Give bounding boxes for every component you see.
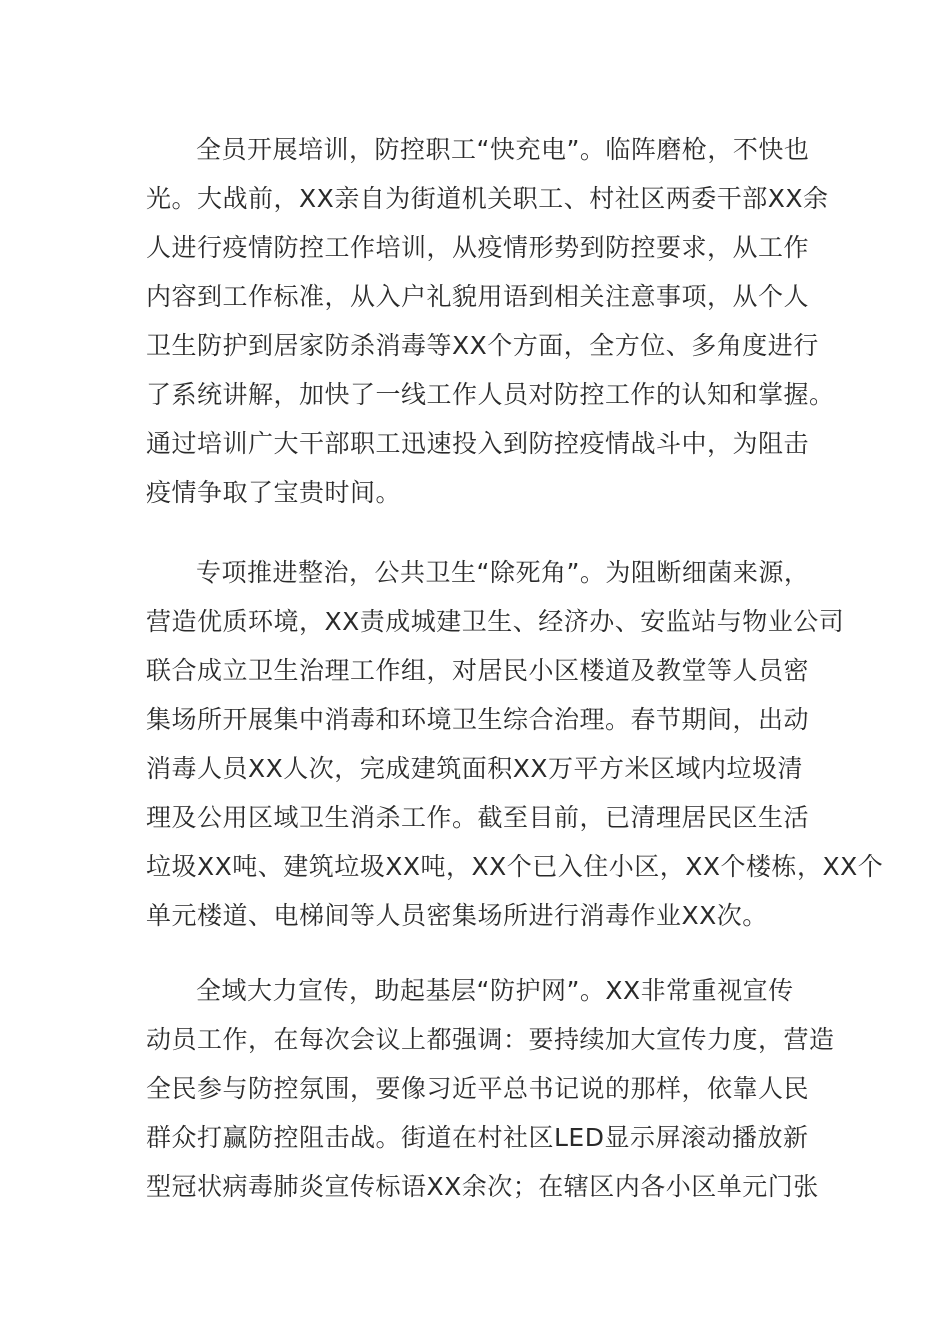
paragraph-line: 通过培训广大干部职工迅速投入到防控疫情战斗中，为阻击 bbox=[146, 429, 810, 458]
paragraph-line: 内容到工作标准，从入户礼貌用语到相关注意事项，从个人 bbox=[146, 282, 810, 311]
paragraph-line: 人进行疫情防控工作培训，从疫情形势到防控要求，从工作 bbox=[146, 233, 810, 262]
paragraph-line: 疫情争取了宝贵时间。 bbox=[146, 478, 402, 507]
paragraph-line: 型冠状病毒肺炎宣传标语XX余次；在辖区内各小区单元门张 bbox=[146, 1172, 819, 1201]
paragraph-line: 集场所开展集中消毒和环境卫生综合治理。春节期间，出动 bbox=[146, 705, 810, 734]
paragraph-line: 动员工作，在每次会议上都强调：要持续加大宣传力度，营造 bbox=[146, 1025, 835, 1054]
paragraph-publicity bbox=[146, 966, 835, 1211]
paragraph-line: 消毒人员XX人次，完成建筑面积XX万平方米区域内垃圾清 bbox=[146, 754, 804, 783]
paragraph-line: 全域大力宣传，助起基层“防护网”。XX非常重视宣传 bbox=[196, 976, 794, 1005]
paragraph-line: 了系统讲解，加快了一线工作人员对防控工作的认知和掌握。 bbox=[146, 380, 835, 409]
paragraph-line: 全员开展培训，防控职工“快充电”。临阵磨枪，不快也 bbox=[196, 135, 810, 164]
paragraph-line: 专项推进整治，公共卫生“除死角”。为阻断细菌来源， bbox=[196, 558, 810, 587]
paragraph-line: 光。大战前，XX亲自为街道机关职工、村社区两委干部XX余 bbox=[146, 184, 829, 213]
paragraph-line: 垃圾XX吨、建筑垃圾XX吨，XX个已入住小区，XX个楼栋，XX个 bbox=[146, 852, 884, 881]
paragraph-line: 群众打赢防控阻击战。街道在村社区LED显示屏滚动播放新 bbox=[146, 1123, 809, 1152]
paragraph-line: 理及公用区域卫生消杀工作。截至目前，已清理居民区生活 bbox=[146, 803, 810, 832]
paragraph-staff-training bbox=[146, 125, 835, 517]
paragraph-line: 单元楼道、电梯间等人员密集场所进行消毒作业XX次。 bbox=[146, 901, 768, 930]
paragraph-line: 卫生防护到居家防杀消毒等XX个方面，全方位、多角度进行 bbox=[146, 331, 819, 360]
paragraph-public-hygiene bbox=[146, 548, 884, 940]
paragraph-line: 全民参与防控氛围，要像习近平总书记说的那样，依靠人民 bbox=[146, 1074, 810, 1103]
paragraph-line: 营造优质环境，XX责成城建卫生、经济办、安监站与物业公司 bbox=[146, 607, 845, 636]
paragraph-line: 联合成立卫生治理工作组，对居民小区楼道及教堂等人员密 bbox=[146, 656, 810, 685]
